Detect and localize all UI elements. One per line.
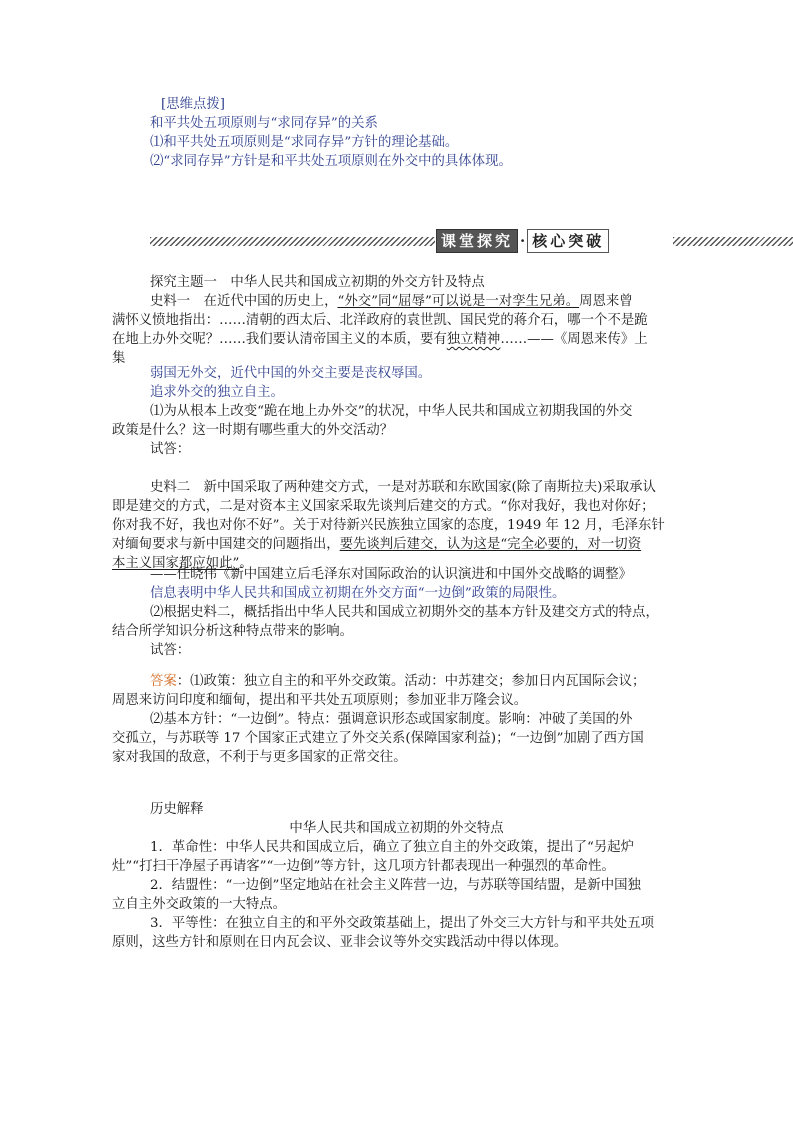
question-2-line-1: ⑵根据史料二，概括指出中华人民共和国成立初期外交的基本方针及建交方式的特点， [150,605,659,620]
m1-text-c: 周恩来曾 [579,294,633,309]
m2-l5-period: 。 [239,556,253,571]
material-2-line-3: 你对我不好，我也对你不好”。关于对待新兴民族独立国家的态度，1949 年 12 月，毛泽东针 [112,518,665,533]
note-1: 弱国无外交，近代中国的外交主要是丧权辱国。 [150,366,432,381]
answer-line-1 [150,672,645,691]
question-1-line-2: 政策是什么？这一时期有哪些重大的外交活动？ [112,423,394,438]
answer-label: 答案 [150,674,177,689]
material-1-line-4: 集 [112,351,126,366]
m1-l3-text-c: ……——《周恩来传》上 [500,332,648,347]
banner-right-label: 核心突破 [527,229,609,253]
material-2-line-4 [112,535,641,554]
explain-p3-line-1: 3．平等性：在独立自主的和平外交政策基础上，提出了外交三大方针与和平共处五项 [150,916,654,931]
m1-l3-text-a: 在地上办外交呢？……我们要认清帝国主义的本质，要有 [112,332,447,347]
answer-1-text: ：⑴政策：独立自主的和平外交政策。活动：中苏建交；参加日内瓦国际会议； [176,674,646,689]
explain-p1-line-2: 灶”“打扫干净屋子再请客”“一边倒”等方针，这几项方针都表现出一种强烈的革命性。 [112,859,615,874]
answer-line-2: 周恩来访问印度和缅甸，提出和平共处五项原则；参加亚非万隆会议。 [112,693,528,708]
m2-l5-underlined: 本主义国家都应如此” [112,556,240,571]
answer-line-5: 家对我国的敌意，不利于与更多国家的正常交往。 [112,750,407,765]
note-3: 信息表明中华人民共和国成立初期在外交方面“一边倒”政策的局限性。 [150,586,566,601]
hint-heading: [思维点拨] [161,97,226,112]
m1-text-a: 史料一 在近代中国的历史上， [150,294,338,309]
m1-underlined: “外交”同“屈辱”可以说是一对孪生兄弟。 [337,294,580,309]
banner-title [436,229,609,253]
answer-line-4: 交孤立，与苏联等 17 个国家正式建立了外交关系(保障国家利益)；“一边倒”加剧了西方国 [112,731,644,746]
material-2-line-1: 史料二 新中国采取了两种建交方式，一是对苏联和东欧国家(除了南斯拉夫)采取承认 [150,480,656,495]
try-answer-2: 试答： [150,643,191,658]
answer-line-3: ⑵基本方针：“一边倒”。特点：强调意识形态或国家制度。影响：冲破了美国的外 [150,712,633,727]
explain-title: 中华人民共和国成立初期的外交特点 [289,821,504,836]
explain-p1-line-1: 1．革命性：中华人民共和国成立后，确立了独立自主的外交政策，提出了“另起炉 [150,840,635,855]
m2-l4-underlined: 要先谈判后建交，认为这是“完全必要的，对一切资 [339,537,642,552]
explain-p2-line-1: 2．结盟性：“一边倒”坚定地站在社会主义阵营一边，与苏联等国结盟，是新中国独 [150,878,641,893]
topic-title: 探究主题一 中华人民共和国成立初期的外交方针及特点 [150,275,485,290]
material-2-source: ——任晓伟《新中国建立后毛泽东对国际政治的认识演进和中国外交战略的调整》 [150,567,633,582]
section-banner [150,229,793,253]
question-1-line-1: ⑴为从根本上改变“跪在地上办外交”的状况，中华人民共和国成立初期我国的外交 [150,404,633,419]
hint-point-1: ⑴和平共处五项原则是“求同存异”方针的理论基础。 [150,135,459,150]
hint-point-2: ⑵“求同存异”方针是和平共处五项原则在外交中的具体体现。 [150,154,512,169]
m1-l3-wavy: 独立精神 [446,332,501,347]
banner-dot: · [520,232,526,250]
try-answer-1: 试答： [150,442,191,457]
question-2-line-2: 结合所学知识分析这种特点带来的影响。 [112,624,354,639]
material-1-line-2: 满怀义愤地指出：……清朝的西太后、北洋政府的袁世凯、国民党的蒋介石，哪一个不是跪 [112,313,648,328]
note-2: 追求外交的独立自主。 [150,385,284,400]
explain-p2-line-2: 立自主外交政策的一大特点。 [112,897,287,912]
material-1-line-1 [150,292,633,311]
explain-heading: 历史解释 [150,802,204,817]
m2-l4-text: 对缅甸要求与新中国建交的问题指出， [112,537,340,552]
hint-title: 和平共处五项原则与“求同存异”的关系 [150,116,378,131]
banner-left-label: 课堂探究 [436,229,518,253]
explain-p3-line-2: 原则，这些方针和原则在日内瓦会议、亚非会议等外交实践活动中得以体现。 [112,935,568,950]
material-1-line-3 [112,330,648,349]
banner-hatch-left [150,237,435,246]
material-2-line-2: 即是建交的方式，二是对资本主义国家采取先谈判后建交的方式。“你对我好，我也对你好； [112,499,655,514]
banner-hatch-right [673,237,793,246]
